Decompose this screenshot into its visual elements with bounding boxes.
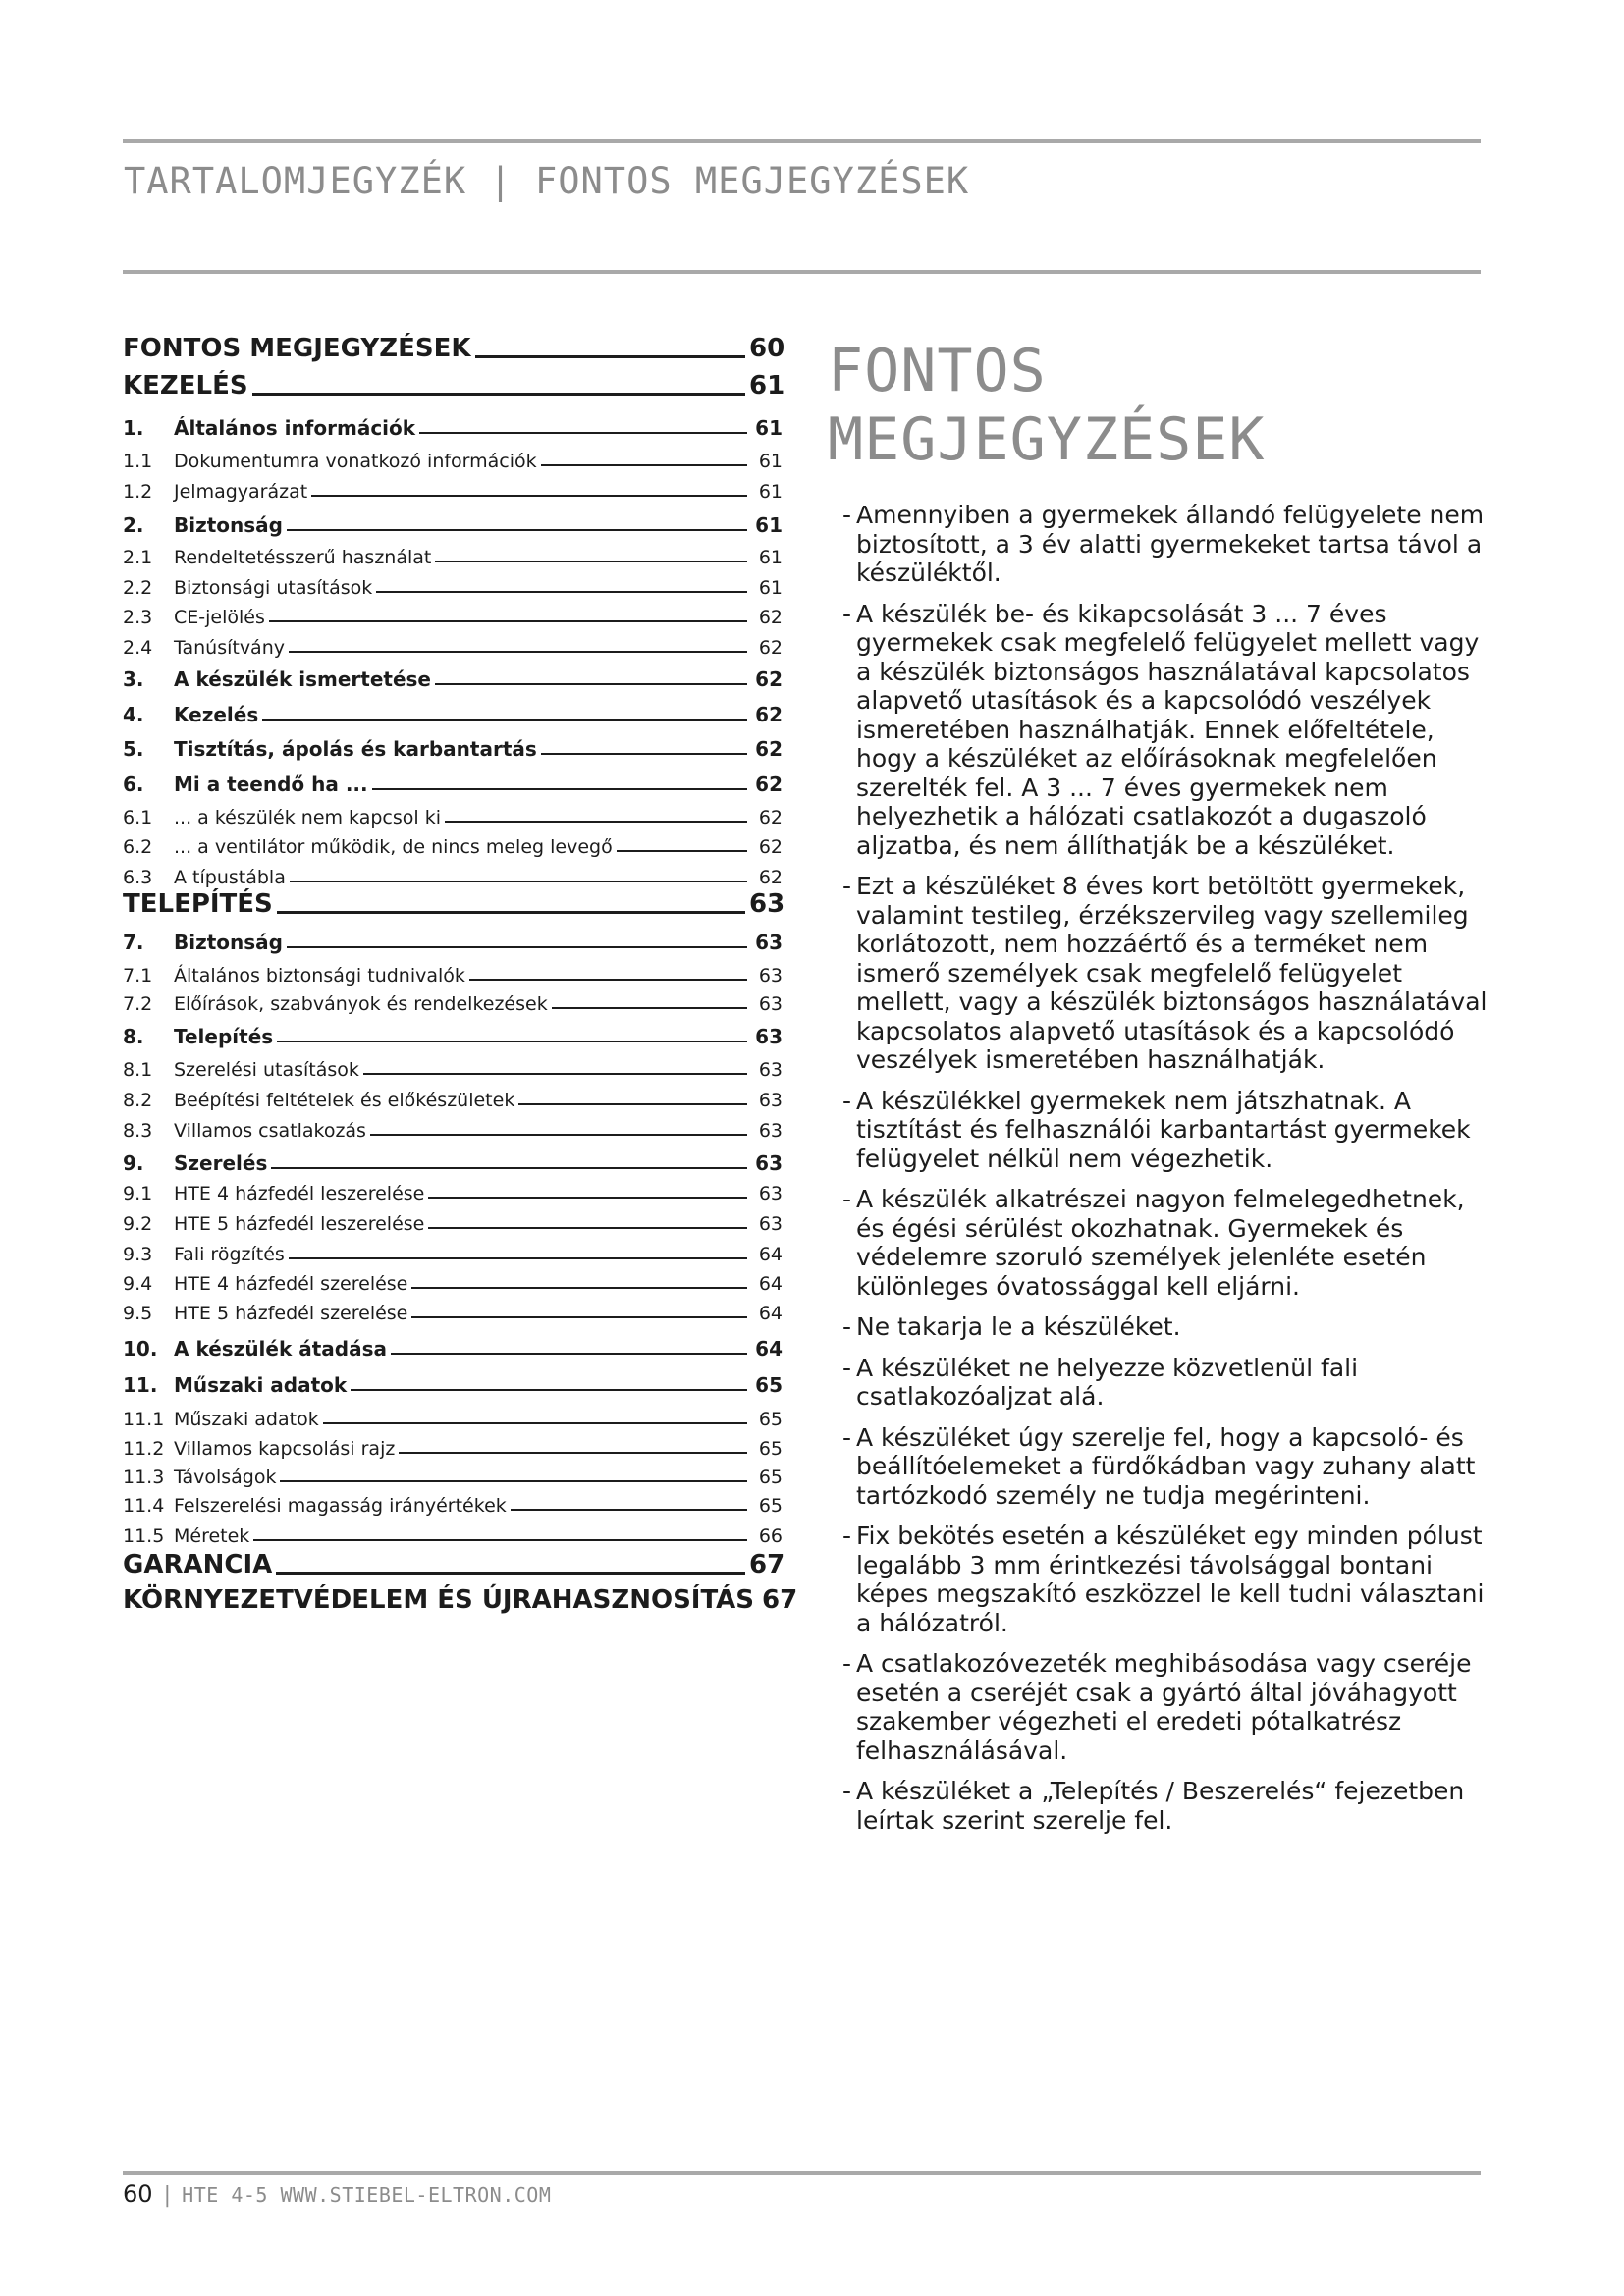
page-footer — [123, 2180, 551, 2208]
section-title-line2: MEGJEGYZÉSEK — [828, 405, 1266, 474]
toc-entry[interactable] — [123, 406, 783, 440]
toc-entry-label: Mi a teendő ha ... — [174, 773, 368, 796]
toc-entry-number: 2.3 — [123, 607, 153, 628]
toc-entry-page: 63 — [755, 931, 783, 954]
toc-entry-label: HTE 4 házfedél szerelése — [174, 1273, 408, 1295]
toc-leader-line — [411, 1287, 747, 1289]
toc-entry-page: 65 — [755, 1373, 783, 1397]
toc-entry[interactable] — [123, 1015, 783, 1048]
toc-entry-number: 1. — [123, 416, 144, 440]
toc-entry[interactable] — [123, 1232, 783, 1265]
toc-entry[interactable] — [123, 1171, 783, 1204]
toc-entry-page: 61 — [758, 451, 783, 472]
toc-entry-label: Műszaki adatok — [174, 1373, 348, 1397]
toc-entry-label: HTE 4 házfedél leszerelése — [174, 1183, 425, 1204]
toc-entry-page: 63 — [758, 1120, 783, 1142]
toc-entry-label: Fali rögzítés — [174, 1244, 285, 1265]
toc-entry-page: 63 — [758, 1090, 783, 1111]
toc-leader-line — [419, 432, 747, 434]
toc-entry-label: Méretek — [174, 1525, 250, 1547]
toc-leader-line — [280, 1480, 747, 1482]
toc-entry[interactable] — [123, 1483, 783, 1517]
header-bottom-rule — [123, 270, 1481, 274]
toc-entry-page: 61 — [758, 577, 783, 599]
toc-leader-line — [541, 464, 747, 466]
toc-entry-label: CE-jelölés — [174, 607, 265, 628]
toc-entry[interactable] — [123, 855, 783, 888]
toc-entry-page: 64 — [758, 1273, 783, 1295]
toc-entry-label: ... a ventilátor működik, de nincs meleg levegő — [174, 836, 613, 858]
toc-entry-label: GARANCIA — [123, 1550, 273, 1579]
toc-leader-line — [511, 1509, 747, 1511]
toc-entry-number: 5. — [123, 737, 144, 761]
toc-entry-label: Távolságok — [174, 1467, 277, 1488]
toc-entry[interactable] — [123, 330, 783, 363]
toc-entry-number: 1.2 — [123, 481, 153, 503]
toc-entry-label: A készülék ismertetése — [174, 667, 431, 691]
toc-leader-line — [253, 1539, 747, 1541]
toc-entry-page: 63 — [758, 1059, 783, 1081]
toc-entry-label: TELEPÍTÉS — [123, 889, 273, 919]
footer-separator: | — [163, 2183, 172, 2208]
toc-leader-line — [276, 1572, 745, 1575]
toc-entry-number: 7.2 — [123, 993, 153, 1015]
toc-leader-line — [469, 979, 747, 981]
toc-entry-number: 6.1 — [123, 807, 153, 828]
toc-leader-line — [475, 355, 746, 358]
toc-entry-page: 62 — [758, 867, 783, 888]
toc-entry-page: 62 — [755, 703, 783, 726]
toc-leader-line — [399, 1452, 747, 1454]
toc-entry-page: 63 — [755, 1151, 783, 1175]
toc-entry-number: 2. — [123, 513, 144, 537]
footer-page-number: 60 — [123, 2180, 153, 2208]
toc-entry-page: 61 — [755, 416, 783, 440]
toc-entry-number: 3. — [123, 667, 144, 691]
toc-entry-number: 8. — [123, 1025, 144, 1048]
toc-entry-label: Általános biztonsági tudnivalók — [174, 965, 465, 987]
toc-entry[interactable] — [123, 727, 783, 761]
toc-leader-line — [287, 529, 747, 531]
toc-entry-page: 67 — [762, 1585, 798, 1615]
toc-entry-page: 65 — [758, 1495, 783, 1517]
toc-entry-label: Általános információk — [174, 416, 416, 440]
toc-entry-number: 6.3 — [123, 867, 153, 888]
toc-entry[interactable] — [123, 763, 783, 796]
toc-entry-page: 62 — [755, 667, 783, 691]
toc-entry[interactable] — [123, 535, 783, 568]
toc-entry[interactable] — [123, 565, 783, 599]
toc-entry-label: A típustábla — [174, 867, 286, 888]
toc-entry[interactable] — [123, 439, 783, 472]
safety-note: - Ezt a készüléket 8 éves kort betöltött gyermekek, valamint testileg, érzékszervileg vagy szellemileg korlátozott, nem hozzáértő és a terméket nem ismerő személyek csak megfelelő felügyelet mellett, vagy a készülék biztonságos használatával kapcsolatos alapvető utasítások és a kapcsolódó veszélyek ismeretében használhatják. — [842, 872, 1498, 1075]
toc-entry-label: A készülék átadása — [174, 1337, 388, 1361]
toc-leader-line — [271, 1167, 747, 1169]
safety-note: - Amennyiben a gyermekek állandó felügyelete nem biztosított, a 3 év alatti gyermekeket tartsa távol a készüléktől. — [842, 501, 1498, 588]
page-header-title: TARTALOMJEGYZÉK | FONTOS MEGJEGYZÉSEK — [124, 160, 970, 202]
toc-entry[interactable] — [123, 693, 783, 726]
toc-entry-label: Villamos csatlakozás — [174, 1120, 366, 1142]
toc-entry-number: 7. — [123, 931, 144, 954]
toc-leader-line — [445, 821, 747, 823]
toc-entry-label: KEZELÉS — [123, 371, 248, 400]
toc-entry-page: 61 — [749, 371, 785, 400]
toc-entry-label: Felszerelési magasság irányértékek — [174, 1495, 507, 1517]
toc-entry[interactable] — [123, 982, 783, 1015]
toc-leader-line — [252, 393, 745, 396]
toc-entry[interactable] — [123, 595, 783, 628]
toc-entry-label: Előírások, szabványok és rendelkezések — [174, 993, 548, 1015]
toc-leader-line — [363, 1073, 747, 1075]
toc-entry-page: 63 — [758, 965, 783, 987]
toc-entry-number: 9. — [123, 1151, 144, 1175]
toc-entry-page: 63 — [758, 1183, 783, 1204]
toc-entry-number: 9.5 — [123, 1303, 153, 1324]
safety-notes-list — [842, 501, 1498, 1846]
header-top-rule — [123, 139, 1481, 143]
toc-entry[interactable] — [123, 1514, 783, 1547]
toc-leader-line — [541, 753, 747, 755]
section-title-line1: FONTOS — [828, 337, 1047, 405]
toc-leader-line — [277, 1041, 747, 1042]
toc-entry[interactable] — [123, 1261, 783, 1295]
toc-entry-number: 6.2 — [123, 836, 153, 858]
toc-entry-label: Beépítési feltételek és előkészületek — [174, 1090, 515, 1111]
toc-entry-label: Biztonság — [174, 513, 283, 537]
toc-entry-number: 11.1 — [123, 1409, 165, 1430]
toc-leader-line — [290, 881, 747, 882]
toc-leader-line — [428, 1227, 747, 1229]
toc-entry-number: 8.1 — [123, 1059, 153, 1081]
toc-entry-page: 64 — [758, 1244, 783, 1265]
toc-entry[interactable] — [123, 1201, 783, 1235]
toc-entry-number: 8.3 — [123, 1120, 153, 1142]
toc-entry-page: 63 — [749, 889, 785, 919]
toc-leader-line — [372, 788, 747, 790]
toc-entry-label: Biztonság — [174, 931, 283, 954]
toc-entry-number: 11.4 — [123, 1495, 165, 1517]
safety-note: - A készüléket úgy szerelje fel, hogy a kapcsoló- és beállítóelemeket a fürdőkádban vagy zuhany alatt tartózkodó személy ne tudja megérinteni. — [842, 1423, 1498, 1511]
toc-entry[interactable] — [123, 1327, 783, 1361]
toc-entry-number: 11. — [123, 1373, 158, 1397]
toc-entry-page: 65 — [758, 1467, 783, 1488]
toc-entry[interactable] — [123, 1108, 783, 1142]
toc-leader-line — [391, 1353, 747, 1355]
toc-leader-line — [552, 1007, 747, 1009]
toc-entry-page: 65 — [758, 1409, 783, 1430]
toc-entry-number: 10. — [123, 1337, 158, 1361]
toc-entry-page: 64 — [755, 1337, 783, 1361]
toc-entry-number: 2.1 — [123, 547, 153, 568]
toc-entry[interactable] — [123, 625, 783, 659]
toc-entry[interactable] — [123, 885, 783, 919]
toc-entry-number: 1.1 — [123, 451, 153, 472]
toc-entry-number: 6. — [123, 773, 144, 796]
toc-entry-number: 9.3 — [123, 1244, 153, 1265]
toc-entry-label: Villamos kapcsolási rajz — [174, 1438, 396, 1460]
footer-rule — [123, 2171, 1481, 2175]
safety-note: - Fix bekötés esetén a készüléket egy minden pólust legalább 3 mm érintkezési távolsággal bontani képes megszakító eszközzel le kell tudni választani a hálózatról. — [842, 1522, 1498, 1637]
toc-entry[interactable] — [123, 1078, 783, 1111]
toc-entry-label: Tisztítás, ápolás és karbantartás — [174, 737, 537, 761]
toc-entry-label: Szerelési utasítások — [174, 1059, 359, 1081]
toc-entry-label: HTE 5 házfedél leszerelése — [174, 1213, 425, 1235]
footer-website: HTE 4-5 WWW.STIEBEL-ELTRON.COM — [182, 2183, 552, 2207]
toc-entry-page: 62 — [755, 737, 783, 761]
toc-entry-page: 64 — [758, 1303, 783, 1324]
toc-entry[interactable] — [123, 1047, 783, 1081]
toc-entry-page: 60 — [749, 334, 785, 363]
toc-entry-number: 11.2 — [123, 1438, 165, 1460]
toc-entry-number: 9.4 — [123, 1273, 153, 1295]
toc-entry-number: 11.3 — [123, 1467, 165, 1488]
toc-entry-label: ... a készülék nem kapcsol ki — [174, 807, 442, 828]
toc-leader-line — [428, 1197, 747, 1199]
toc-leader-line — [311, 495, 747, 497]
toc-entry-page: 62 — [758, 607, 783, 628]
toc-leader-line — [262, 719, 747, 721]
toc-entry-number: 4. — [123, 703, 144, 726]
toc-leader-line — [269, 620, 747, 622]
toc-entry[interactable] — [123, 504, 783, 537]
toc-leader-line — [289, 651, 747, 653]
toc-entry-page: 63 — [758, 993, 783, 1015]
toc-leader-line — [289, 1257, 747, 1259]
safety-note: - A csatlakozóvezeték meghibásodása vagy cseréje esetén a cseréjét csak a gyártó által jóváhagyott szakember végezheti el eredeti pótalkatrész felhasználásával. — [842, 1649, 1498, 1765]
toc-entry[interactable] — [123, 1397, 783, 1430]
toc-entry-number: 9.2 — [123, 1213, 153, 1235]
toc-entry[interactable] — [123, 1546, 783, 1579]
toc-entry[interactable] — [123, 1581, 798, 1615]
toc-entry-page: 61 — [758, 481, 783, 503]
toc-entry[interactable] — [123, 1142, 783, 1175]
toc-leader-line — [376, 591, 747, 593]
toc-entry-page: 66 — [758, 1525, 783, 1547]
safety-note: - A készülékkel gyermekek nem játszhatnak. A tisztítást és felhasználói karbantartást gyermekek felügyelet nélkül nem végezhetik. — [842, 1087, 1498, 1174]
toc-entry[interactable] — [123, 658, 783, 691]
toc-entry-label: Műszaki adatok — [174, 1409, 319, 1430]
toc-entry-number: 11.5 — [123, 1525, 165, 1547]
toc-entry-label: FONTOS MEGJEGYZÉSEK — [123, 334, 471, 363]
toc-entry-label: Rendeltetésszerű használat — [174, 547, 432, 568]
safety-note: - A készüléket a „Telepítés / Beszerelés“ fejezetben leírtak szerint szerelje fel. — [842, 1777, 1498, 1835]
toc-entry-page: 63 — [758, 1213, 783, 1235]
section-title — [828, 337, 1265, 474]
toc-entry-number: 2.4 — [123, 637, 153, 659]
toc-leader-line — [435, 683, 747, 685]
toc-entry[interactable] — [123, 921, 783, 954]
toc-entry-label: Telepítés — [174, 1025, 274, 1048]
toc-entry-page: 67 — [749, 1550, 785, 1579]
toc-entry-page: 62 — [758, 836, 783, 858]
toc-entry-label: KÖRNYEZETVÉDELEM ÉS ÚJRAHASZNOSÍTÁS — [123, 1585, 755, 1615]
toc-entry-label: Dokumentumra vonatkozó információk — [174, 451, 537, 472]
toc-entry-number: 8.2 — [123, 1090, 153, 1111]
toc-entry-label: Szerelés — [174, 1151, 268, 1175]
toc-leader-line — [435, 561, 747, 562]
toc-entry-label: HTE 5 házfedél szerelése — [174, 1303, 408, 1324]
toc-entry[interactable] — [123, 1363, 783, 1397]
safety-note: - A készülék be- és kikapcsolását 3 ... 7 éves gyermekek csak megfelelő felügyelet mellett vagy a készülék biztonságos használatával kapcsolatos alapvető utasítások és a kapcsolódó veszélyek ismeretében használhatják. Ennek előfeltétele, hogy a készüléket az előírásoknak megfelelően szerelték fel. A 3 ... 7 éves gyermekek nem helyezhetik a hálózati csatlakozót a dugaszoló aljzatba, és nem állíthatják be a készüléket. — [842, 600, 1498, 861]
toc-entry-label: Jelmagyarázat — [174, 481, 308, 503]
toc-leader-line — [277, 911, 745, 914]
toc-entry[interactable] — [123, 469, 783, 503]
toc-entry-page: 62 — [758, 637, 783, 659]
toc-leader-line — [287, 946, 747, 948]
toc-entry[interactable] — [123, 1291, 783, 1324]
toc-entry-page: 62 — [755, 773, 783, 796]
toc-entry-page: 65 — [758, 1438, 783, 1460]
toc-entry-page: 61 — [755, 513, 783, 537]
toc-leader-line — [617, 850, 747, 852]
toc-leader-line — [323, 1422, 747, 1424]
toc-entry-label: Tanúsítvány — [174, 637, 285, 659]
toc-entry[interactable] — [123, 825, 783, 858]
safety-note: - A készüléket ne helyezze közvetlenül fali csatlakozóaljzat alá. — [842, 1354, 1498, 1412]
toc-entry-page: 61 — [758, 547, 783, 568]
toc-entry-label: Kezelés — [174, 703, 259, 726]
toc-leader-line — [370, 1134, 747, 1136]
toc-entry[interactable] — [123, 367, 783, 400]
toc-entry-number: 9.1 — [123, 1183, 153, 1204]
toc-entry[interactable] — [123, 795, 783, 828]
toc-leader-line — [518, 1103, 747, 1105]
safety-note: - Ne takarja le a készüléket. — [842, 1312, 1498, 1342]
toc-entry-page: 63 — [755, 1025, 783, 1048]
toc-entry-page: 62 — [758, 807, 783, 828]
safety-note: - A készülék alkatrészei nagyon felmelegedhetnek, és égési sérülést okozhatnak. Gyermekek és védelemre szoruló személyek jelenléte esetén különleges óvatossággal kell eljárni. — [842, 1185, 1498, 1301]
toc-entry-label: Biztonsági utasítások — [174, 577, 373, 599]
toc-leader-line — [411, 1316, 747, 1318]
toc-entry-number: 2.2 — [123, 577, 153, 599]
toc-leader-line — [351, 1389, 747, 1391]
toc-entry-number: 7.1 — [123, 965, 153, 987]
